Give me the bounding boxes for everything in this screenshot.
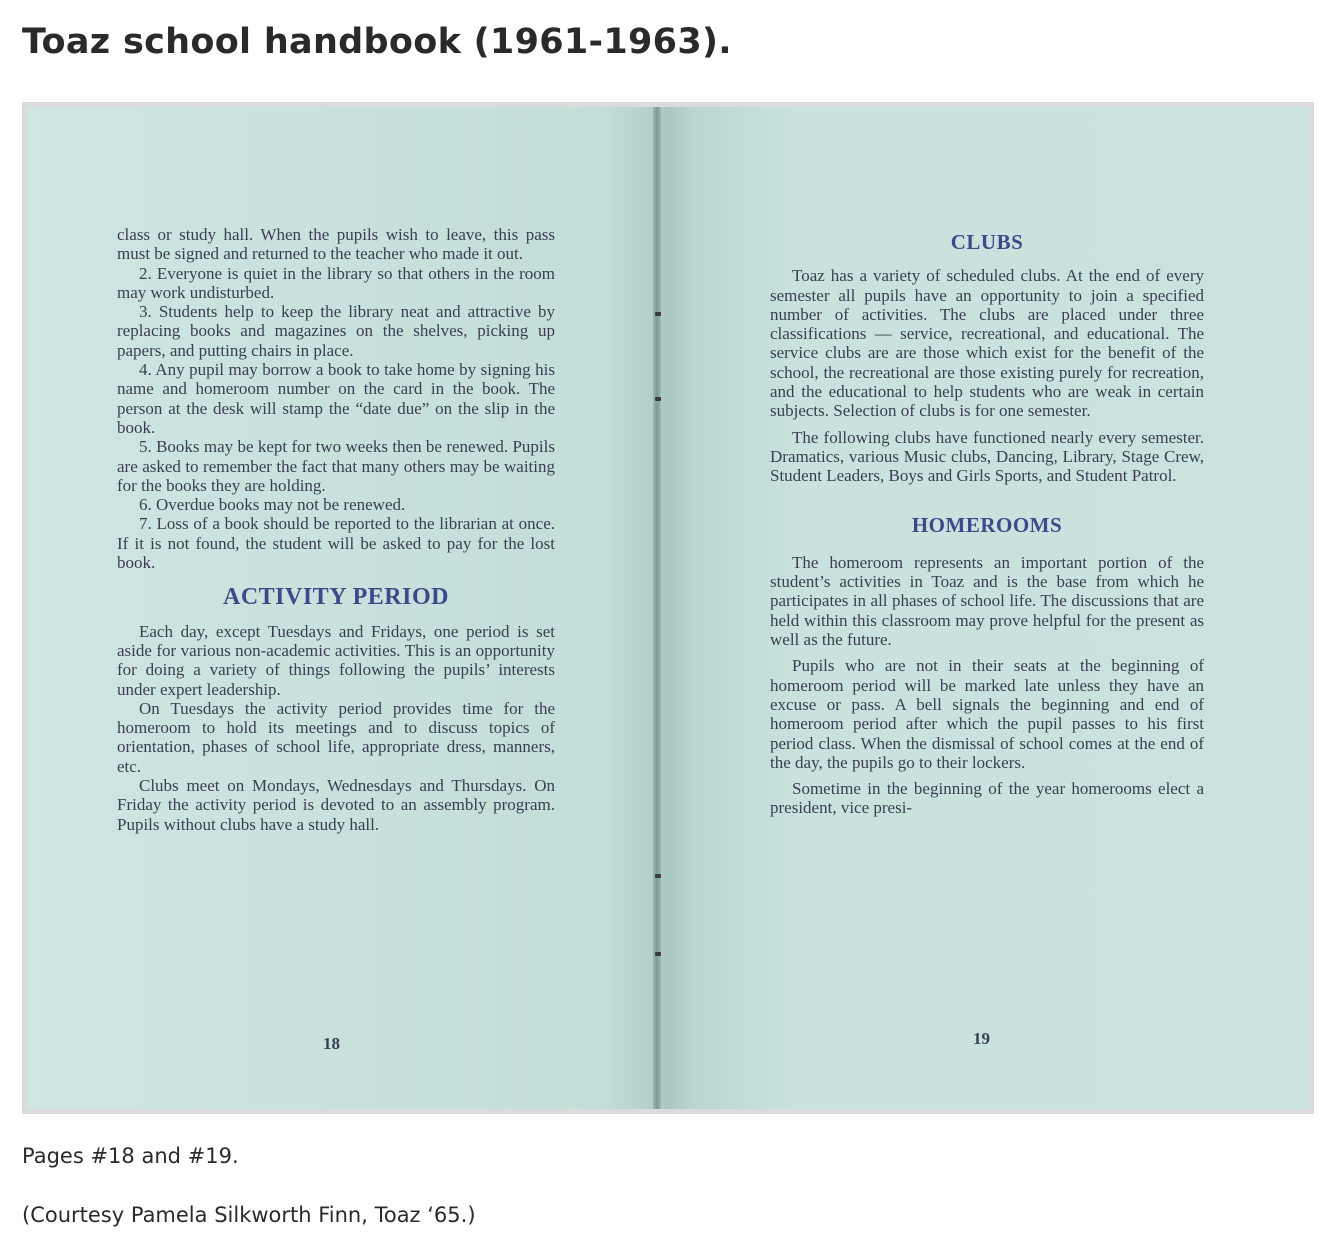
caption-pages: Pages #18 and #19. (22, 1144, 239, 1168)
caption-courtesy: (Courtesy Pamela Silkworth Finn, Toaz ‘65.) (22, 1203, 476, 1227)
left-paragraph: 2. Everyone is quiet in the library so that others in the room may work undisturbed. (117, 263, 555, 302)
homerooms-heading: HOMEROOMS (911, 512, 1063, 537)
clubs-paragraph: The following clubs have functioned nearly every semester. Dramatics, various Music clubs, Dancing, Library, Stage Crew, Student Leaders, Boys and Girls Sports, and Student Patrol. (770, 427, 1204, 486)
page-number-19: 19 (973, 1029, 990, 1048)
right-page-text (770, 225, 1204, 818)
homerooms-paragraph: Sometime in the beginning of the year homerooms elect a president, vice presi- (770, 779, 1204, 818)
homerooms-paragraph: Pupils who are not in their seats at the beginning of homeroom period will be marked late unless they have an excuse or pass. A bell signals the beginning and end of homeroom period after which the pupil passes to his first period class. When the dismissal of school comes at the end of the day, the pupils go to their lockers. (770, 656, 1204, 772)
page-number-18: 18 (323, 1034, 340, 1053)
activity-period-heading: ACTIVITY PERIOD (223, 584, 449, 611)
left-paragraph: 4. Any pupil may borrow a book to take home by signing his name and homeroom number on the card in the book. The person at the desk will stamp the “date due” on the slip in the book. (117, 360, 555, 437)
left-paragraph: 6. Overdue books may not be renewed. (139, 495, 406, 515)
page-title: Toaz school handbook (1961-1963). (22, 22, 732, 62)
handbook-page-18 (27, 107, 657, 1109)
left-paragraph: class or study hall. When the pupils wish to leave, this pass must be signed and returned to the teacher who made it out. (117, 225, 555, 264)
activity-paragraph: On Tuesdays the activity period provides time for the homeroom to hold its meetings and to discuss topics of orientation, phases of school life, appropriate dress, manners, etc. (117, 698, 555, 776)
handbook-photo-frame (22, 102, 1314, 1114)
left-paragraph: 7. Loss of a book should be reported to the librarian at once. If it is not found, the student will be asked to pay for the lost book. (117, 514, 555, 573)
homerooms-paragraph: The homeroom represents an important portion of the student’s activities in Toaz and is the base from which he participates in all phases of school life. The discussions that are held within this classroom may prove helpful for the present as well as the future. (770, 552, 1204, 650)
clubs-paragraph: Toaz has a variety of scheduled clubs. At the end of every semester all pupils have an opportunity to join a specified number of activities. The clubs are placed under three classifications — service, recreational, and educational. The service clubs are are those which exist for the benefit of the school, the recreational are those existing purely for recreation, and the educational to help students who are weak in certain subjects. Selection of clubs is for one semester. (770, 266, 1204, 421)
clubs-heading: CLUBS (950, 230, 1024, 254)
activity-paragraph: Each day, except Tuesdays and Fridays, one period is set aside for various non-academic activities. This is an opportunity for doing a variety of things following the pupils’ interests under expert leadership. (117, 621, 555, 699)
left-paragraph: 3. Students help to keep the library neat and attractive by replacing books and magazines on the shelves, picking up papers, and putting chairs in place. (117, 302, 555, 360)
left-page-text (117, 225, 555, 834)
handbook-page-19 (660, 107, 1309, 1109)
left-paragraph: 5. Books may be kept for two weeks then be renewed. Pupils are asked to remember the fact that many others may be waiting for the books they are holding. (117, 437, 555, 495)
handbook-photo (27, 107, 1309, 1109)
activity-paragraph: Clubs meet on Mondays, Wednesdays and Thursdays. On Friday the activity period is devoted to an assembly program. Pupils without clubs have a study hall. (117, 776, 555, 834)
